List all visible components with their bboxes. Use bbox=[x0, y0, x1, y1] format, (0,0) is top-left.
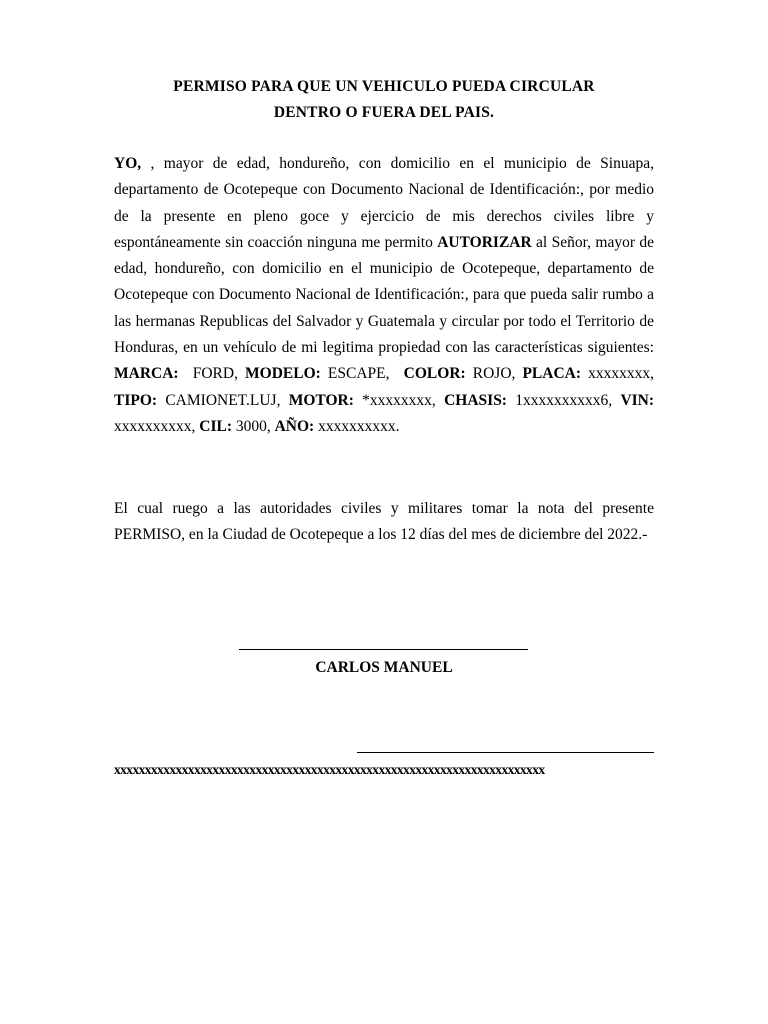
grantor-text: , mayor de edad, hondureño, con domicilio en el municipio de Sinuapa, departamento de Ocotepeque con Documento Nacional de Identificación:, por medio de la presente en pleno goce y ejercicio de mis derechos civiles libre y espontáneamente sin coacción ninguna me permito bbox=[114, 155, 654, 251]
document-title-line-1: PERMISO PARA QUE UN VEHICULO PUEDA CIRCULAR bbox=[173, 78, 595, 95]
vin-label: VIN: bbox=[620, 391, 655, 409]
marca-label: MARCA: bbox=[114, 365, 179, 383]
modelo-label: MODELO: bbox=[245, 365, 321, 383]
marca-value: FORD, bbox=[178, 365, 246, 383]
tipo-label: TIPO: bbox=[114, 391, 158, 409]
modelo-value: ESCAPE, bbox=[320, 365, 404, 383]
redacted-line: xxxxxxxxxxxxxxxxxxxxxxxxxxxxxxxxxxxxxxxxxxxxxxxxxxxxxxxxxxxxxxxxxxxxxx bbox=[114, 762, 545, 777]
motor-value: *xxxxxxxx, bbox=[353, 391, 445, 409]
autorizar-label: AUTORIZAR bbox=[437, 233, 532, 251]
anio-value: xxxxxxxxxx. bbox=[314, 417, 400, 435]
yo-label: YO, bbox=[114, 155, 142, 172]
signature-line bbox=[239, 649, 528, 650]
signer-name: CARLOS MANUEL bbox=[315, 659, 453, 676]
anio-label: AÑO: bbox=[274, 417, 315, 435]
cil-value: 3000, bbox=[231, 417, 275, 435]
tipo-value: CAMIONET.LUJ, bbox=[157, 391, 289, 409]
closing-paragraph: El cual ruego a las autoridades civiles y militares tomar la nota del presente PERMISO, en la Ciudad de Ocotepeque a los 12 días del mes de diciembre del 2022.- bbox=[114, 500, 654, 544]
color-value: ROJO, bbox=[465, 365, 523, 383]
authorization-paragraph bbox=[114, 151, 654, 440]
chasis-value: 1xxxxxxxxxx6, bbox=[506, 391, 621, 409]
document-title-line-2: DENTRO O FUERA DEL PAIS. bbox=[273, 104, 495, 121]
grantee-text: al Señor, mayor de edad, hondureño, con domicilio en el municipio de Ocotepeque, departamento de Ocotepeque con Documento Nacional de Identificación:, para que pueda salir rumbo a las hermanas Republicas del Salvador y Guatemala y circular por todo el Territorio de Honduras, en un vehículo de mi legitima propiedad con las características siguientes: bbox=[114, 233, 654, 357]
second-signature-line bbox=[357, 752, 654, 753]
placa-label: PLACA: bbox=[522, 365, 582, 383]
motor-label: MOTOR: bbox=[288, 391, 354, 409]
vin-value: xxxxxxxxxx, bbox=[114, 417, 200, 435]
cil-label: CIL: bbox=[199, 417, 232, 435]
chasis-label: CHASIS: bbox=[444, 391, 507, 409]
color-label: COLOR: bbox=[403, 365, 466, 383]
placa-value: xxxxxxxx, bbox=[581, 365, 654, 383]
